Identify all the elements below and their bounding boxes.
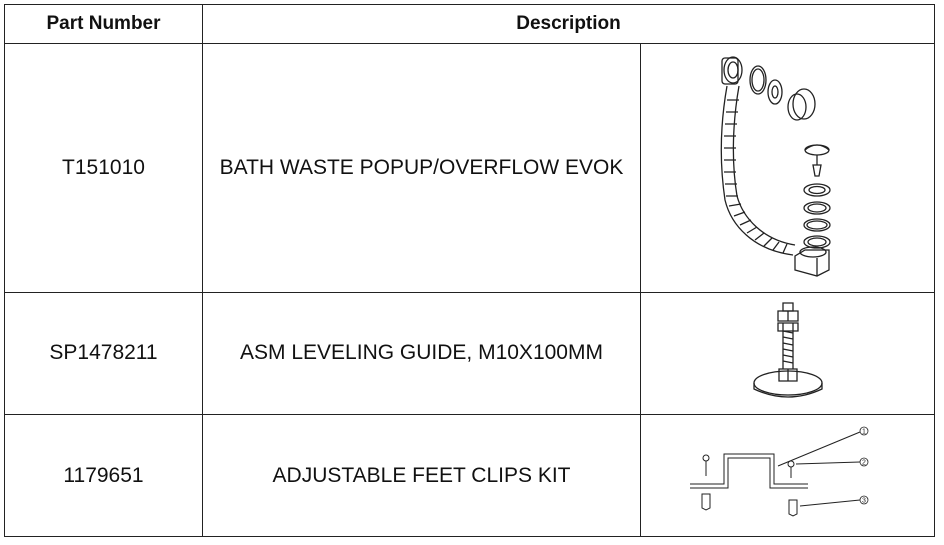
bath-waste-popup-overflow-drawing xyxy=(713,50,863,286)
parts-table xyxy=(4,4,935,537)
callout-label: 1 xyxy=(861,428,866,436)
description-cell: BATH WASTE POPUP/OVERFLOW EVOK xyxy=(203,44,641,292)
part-number-cell: 1179651 xyxy=(5,415,203,537)
table-row xyxy=(5,292,935,415)
callout-label: 2 xyxy=(861,459,866,467)
part-image-cell xyxy=(641,415,935,537)
part-image-cell xyxy=(641,44,935,292)
part-number-cell: T151010 xyxy=(5,44,203,292)
description-header: Description xyxy=(203,5,935,44)
table-row xyxy=(5,415,935,537)
callout-label: 3 xyxy=(861,497,866,505)
part-number-header: Part Number xyxy=(5,5,203,44)
table-header-row xyxy=(5,5,935,44)
description-cell: ASM LEVELING GUIDE, M10X100MM xyxy=(203,292,641,415)
leveling-guide-drawing xyxy=(743,301,833,405)
feet-clips-kit-drawing xyxy=(688,426,888,526)
description-cell: ADJUSTABLE FEET CLIPS KIT xyxy=(203,415,641,537)
part-image-cell xyxy=(641,292,935,415)
table-row xyxy=(5,44,935,292)
part-number-cell: SP1478211 xyxy=(5,292,203,415)
